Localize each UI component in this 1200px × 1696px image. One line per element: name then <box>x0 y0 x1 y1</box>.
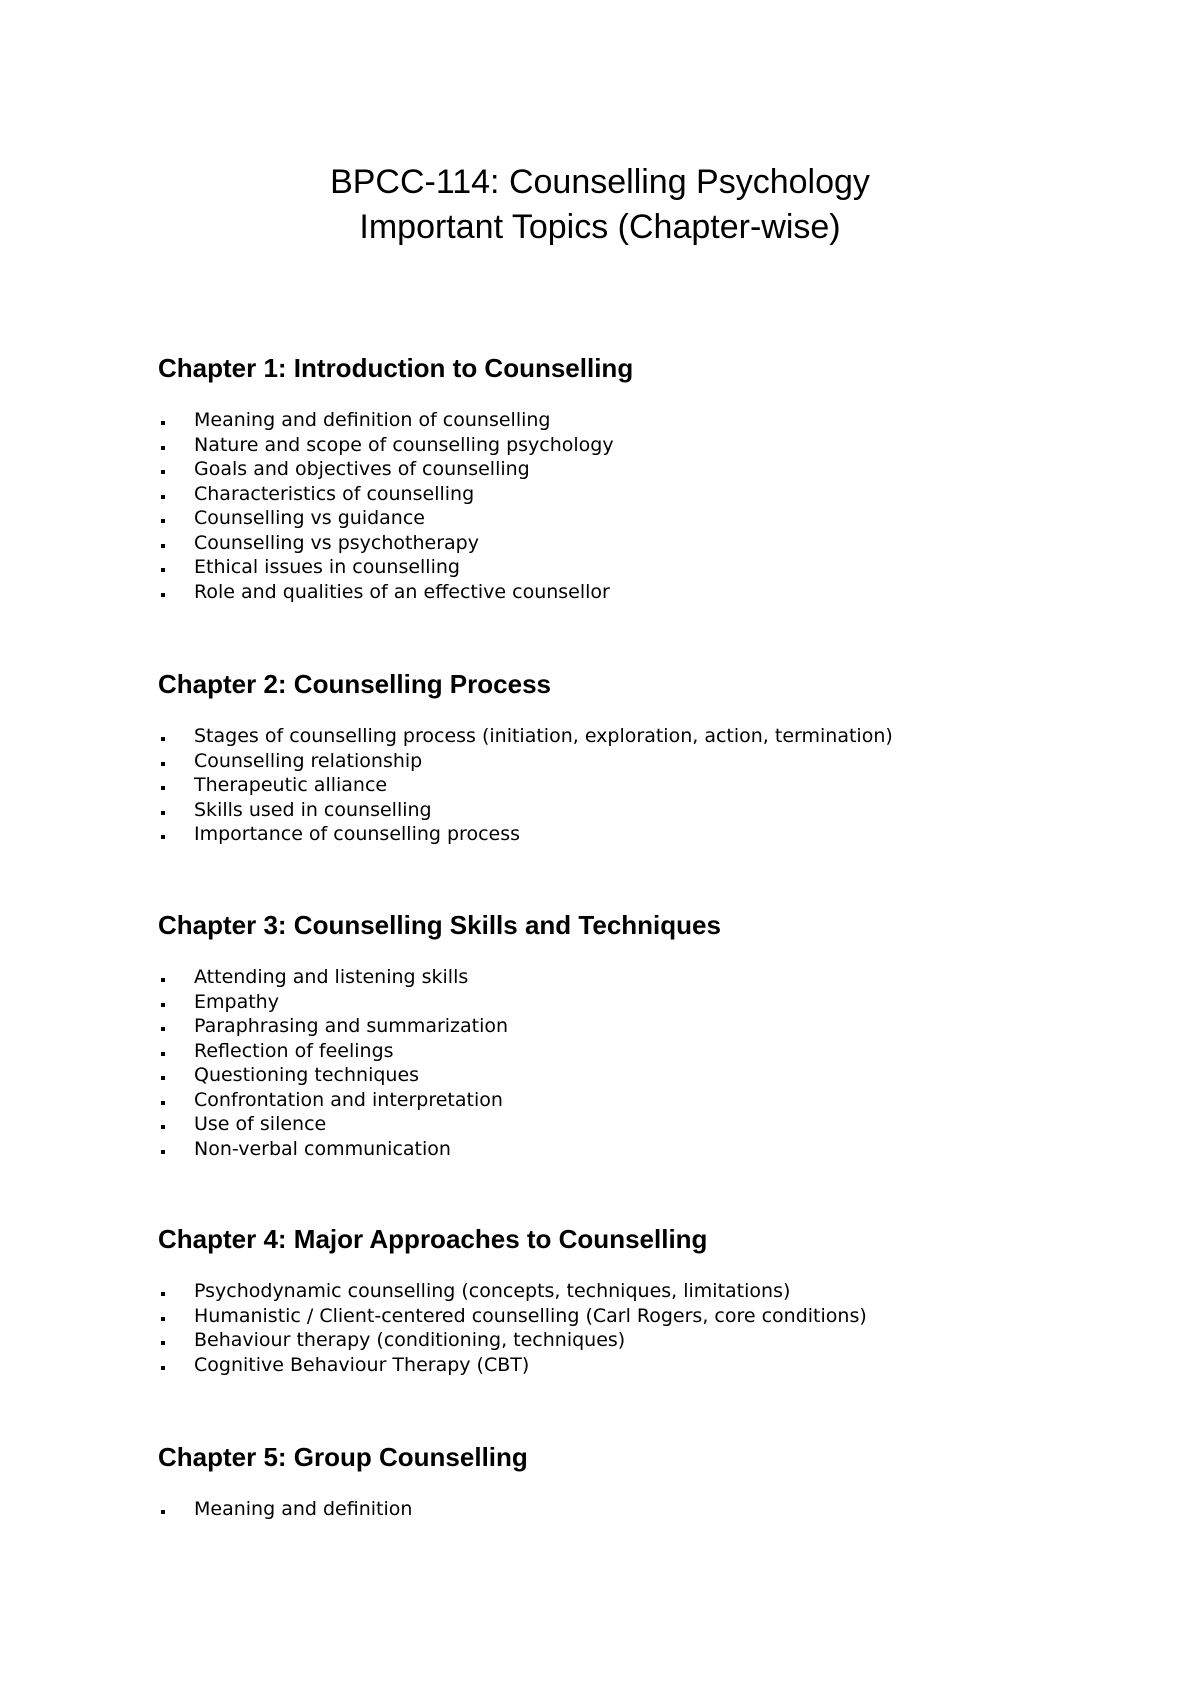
chapter-1-section <box>158 352 1058 604</box>
bullet-icon <box>161 519 165 523</box>
list-item <box>158 1112 1058 1137</box>
bullet-icon <box>161 495 165 499</box>
topic-text: Meaning and definition <box>194 1498 413 1520</box>
bullet-icon <box>161 446 165 450</box>
bullet-icon <box>161 544 165 548</box>
list-item <box>158 408 1058 433</box>
bullet-icon <box>161 1101 165 1105</box>
list-item <box>158 773 1058 798</box>
bullet-icon <box>161 1341 165 1345</box>
topic-text: Counselling vs psychotherapy <box>194 531 479 554</box>
topic-text: Skills used in counselling <box>194 798 432 821</box>
chapter-heading: Chapter 4: Major Approaches to Counselling <box>158 1224 708 1254</box>
document-title-line-1: BPCC-114: Counselling Psychology <box>330 163 870 201</box>
bullet-icon <box>161 470 165 474</box>
bullet-icon <box>161 1366 165 1370</box>
list-item <box>158 798 1058 823</box>
list-item <box>158 1014 1058 1039</box>
topic-text: Therapeutic alliance <box>194 774 388 796</box>
list-item <box>158 1304 1058 1329</box>
bullet-icon <box>161 1150 165 1154</box>
list-item <box>158 990 1058 1015</box>
document-title-line-2: Important Topics (Chapter-wise) <box>359 208 841 246</box>
bullet-icon <box>161 1003 165 1007</box>
list-item <box>158 1039 1058 1064</box>
bullet-icon <box>161 1076 165 1080</box>
list-item <box>158 822 1058 847</box>
chapter-3-section <box>158 909 1058 1161</box>
bullet-icon <box>161 1125 165 1129</box>
topic-text: Non-verbal communication <box>194 1137 451 1160</box>
bullet-icon <box>161 1510 165 1514</box>
topic-text: Paraphrasing and summarization <box>194 1015 509 1037</box>
list-item <box>158 965 1058 990</box>
list-item <box>158 482 1058 507</box>
list-item <box>158 1497 1058 1522</box>
bullet-icon <box>161 762 165 766</box>
topic-text: Empathy <box>194 990 279 1013</box>
list-item <box>158 580 1058 605</box>
bullet-icon <box>161 568 165 572</box>
topic-text: Attending and listening skills <box>194 966 469 988</box>
list-item <box>158 724 1058 749</box>
list-item <box>158 749 1058 774</box>
list-item <box>158 1279 1058 1304</box>
list-item <box>158 506 1058 531</box>
list-item <box>158 531 1058 556</box>
chapter-5-section <box>158 1441 1058 1522</box>
chapter-heading: Chapter 2: Counselling Process <box>158 669 551 699</box>
topic-text: Psychodynamic counselling (concepts, techniques, limitations) <box>194 1280 791 1302</box>
bullet-icon <box>161 1052 165 1056</box>
document-title <box>0 160 1200 250</box>
chapter-4-section <box>158 1223 1058 1377</box>
topic-text: Counselling relationship <box>194 749 423 772</box>
list-item <box>158 555 1058 580</box>
chapter-heading: Chapter 5: Group Counselling <box>158 1442 528 1472</box>
topic-text: Use of silence <box>194 1113 327 1135</box>
bullet-icon <box>161 786 165 790</box>
topic-text: Cognitive Behaviour Therapy (CBT) <box>194 1353 530 1376</box>
bullet-icon <box>161 1027 165 1031</box>
topic-text: Characteristics of counselling <box>194 482 475 505</box>
bullet-icon <box>161 1317 165 1321</box>
topic-text: Reflection of feelings <box>194 1039 394 1062</box>
topic-text: Questioning techniques <box>194 1064 420 1086</box>
topic-text: Nature and scope of counselling psychology <box>194 433 614 456</box>
topic-list <box>158 1279 1058 1377</box>
list-item <box>158 1088 1058 1113</box>
topic-list <box>158 408 1058 604</box>
topic-text: Counselling vs guidance <box>194 507 425 529</box>
bullet-icon <box>161 1292 165 1296</box>
list-item <box>158 1353 1058 1378</box>
bullet-icon <box>161 593 165 597</box>
topic-text: Importance of counselling process <box>194 823 521 845</box>
topic-text: Meaning and definition of counselling <box>194 409 551 431</box>
topic-list <box>158 1497 1058 1522</box>
topic-list <box>158 965 1058 1161</box>
bullet-icon <box>161 737 165 741</box>
topic-text: Role and qualities of an effective counsellor <box>194 580 610 603</box>
bullet-icon <box>161 421 165 425</box>
list-item <box>158 1137 1058 1162</box>
chapter-2-section <box>158 668 1058 847</box>
topic-text: Stages of counselling process (initiation, exploration, action, termination) <box>194 725 893 747</box>
bullet-icon <box>161 835 165 839</box>
bullet-icon <box>161 978 165 982</box>
topic-text: Behaviour therapy (conditioning, techniques) <box>194 1329 626 1351</box>
list-item <box>158 1063 1058 1088</box>
topic-text: Humanistic / Client-centered counselling (Carl Rogers, core conditions) <box>194 1304 867 1327</box>
list-item <box>158 1328 1058 1353</box>
list-item <box>158 433 1058 458</box>
chapter-heading: Chapter 1: Introduction to Counselling <box>158 353 634 383</box>
list-item <box>158 457 1058 482</box>
topic-text: Confrontation and interpretation <box>194 1088 503 1111</box>
chapter-heading: Chapter 3: Counselling Skills and Techniques <box>158 910 721 940</box>
bullet-icon <box>161 811 165 815</box>
topic-list <box>158 724 1058 847</box>
topic-text: Goals and objectives of counselling <box>194 458 530 480</box>
topic-text: Ethical issues in counselling <box>194 556 460 578</box>
